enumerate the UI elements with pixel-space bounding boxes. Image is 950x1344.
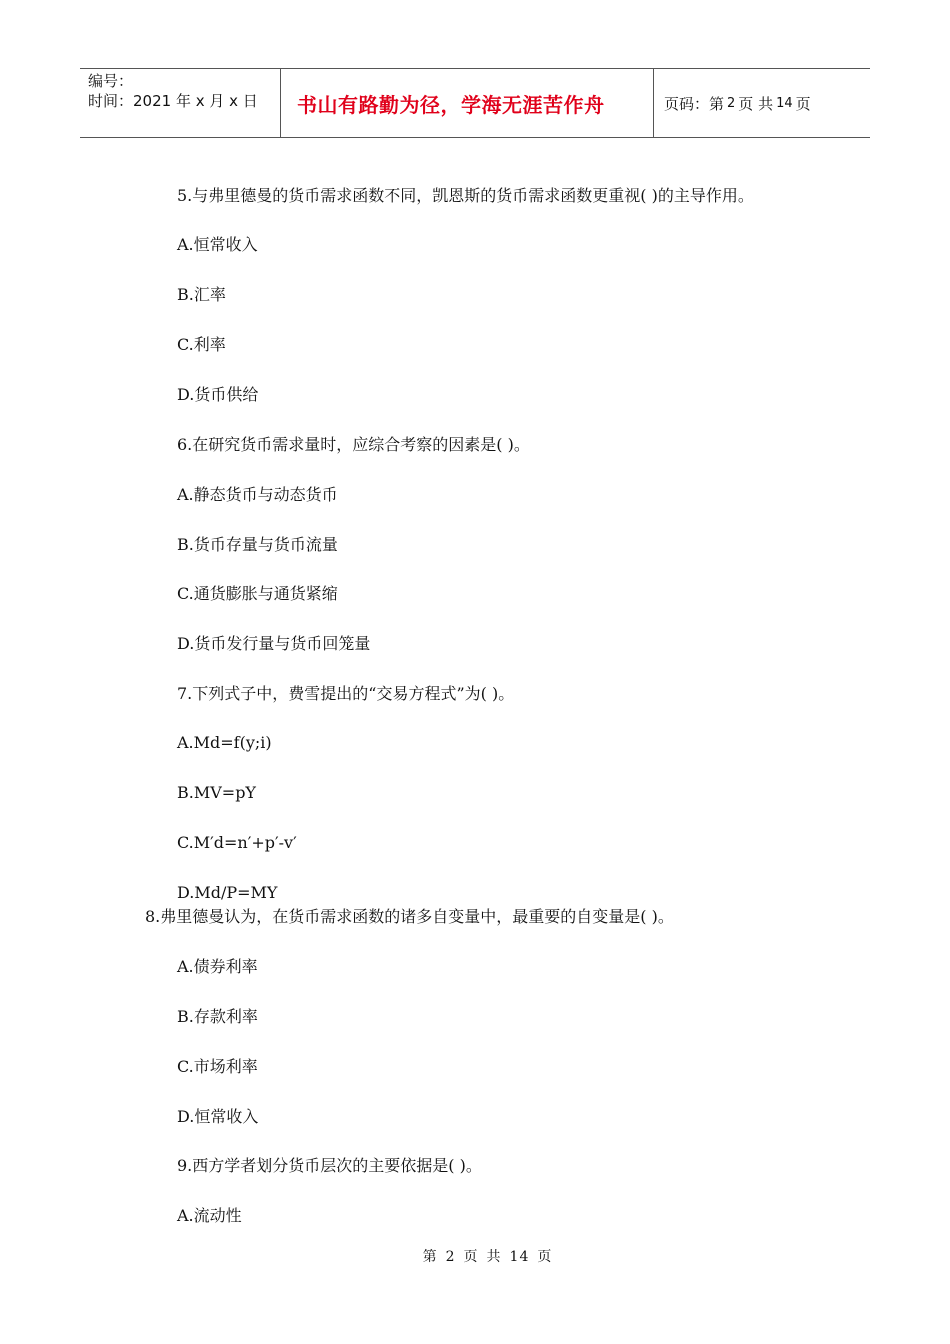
page-suffix: 页 [795, 94, 811, 113]
question-5-option-a: A.恒常收入 [177, 235, 258, 254]
page-footer [0, 1246, 950, 1266]
question-9-option-a: A.流动性 [177, 1206, 242, 1225]
footer-ye: 页 [463, 1249, 479, 1265]
footer-total: 14 [509, 1249, 530, 1265]
page-prefix: 页码：第 [664, 94, 725, 113]
question-8-stem: 8.弗里德曼认为，在货币需求函数的诸多自变量中，最重要的自变量是( )。 [145, 907, 674, 926]
footer-di: 第 [422, 1249, 438, 1265]
question-8-option-c: C.市场利率 [177, 1057, 258, 1076]
header-meta [80, 69, 281, 137]
page-current: 2 [727, 95, 736, 111]
question-7-option-b: B.MV=pY [177, 783, 256, 802]
page-mid: 页 共 [738, 94, 774, 113]
question-8-option-d: D.恒常收入 [177, 1107, 259, 1126]
question-5-stem: 5.与弗里德曼的货币需求函数不同，凯恩斯的货币需求函数更重视( )的主导作用。 [177, 186, 754, 205]
question-7-option-a: A.Md=f(y;i) [177, 733, 272, 752]
footer-ye-end: 页 [537, 1249, 553, 1265]
question-7-stem: 7.下列式子中，费雪提出的“交易方程式”为( )。 [177, 684, 515, 703]
question-9-stem: 9.西方学者划分货币层次的主要依据是( )。 [177, 1156, 482, 1175]
question-6-stem: 6.在研究货币需求量时，应综合考察的因素是( )。 [177, 435, 530, 454]
page-header [80, 68, 870, 138]
serial-label: 编号： [88, 72, 134, 90]
question-7-option-c: C.M′d=n′+p′-v′ [177, 833, 297, 852]
question-6-option-b: B.货币存量与货币流量 [177, 535, 338, 554]
question-7-option-d: D.Md/P=MY [177, 883, 278, 902]
question-8-option-b: B.存款利率 [177, 1007, 258, 1026]
footer-gong: 共 [486, 1249, 502, 1265]
footer-current: 2 [445, 1249, 456, 1265]
question-8-option-a: A.债券利率 [177, 957, 258, 976]
question-5-option-b: B.汇率 [177, 285, 226, 304]
header-page-info [654, 69, 870, 137]
header-motto: 书山有路勤为径，学海无涯苦作舟 [281, 69, 654, 137]
question-6-option-c: C.通货膨胀与通货紧缩 [177, 584, 338, 603]
question-6-option-d: D.货币发行量与货币回笼量 [177, 634, 371, 653]
page-total: 14 [776, 95, 793, 111]
question-5-option-d: D.货币供给 [177, 385, 259, 404]
question-5-option-c: C.利率 [177, 335, 226, 354]
question-6-option-a: A.静态货币与动态货币 [177, 485, 338, 504]
time-label: 时间：2021 年 x 月 x 日 [88, 92, 258, 110]
